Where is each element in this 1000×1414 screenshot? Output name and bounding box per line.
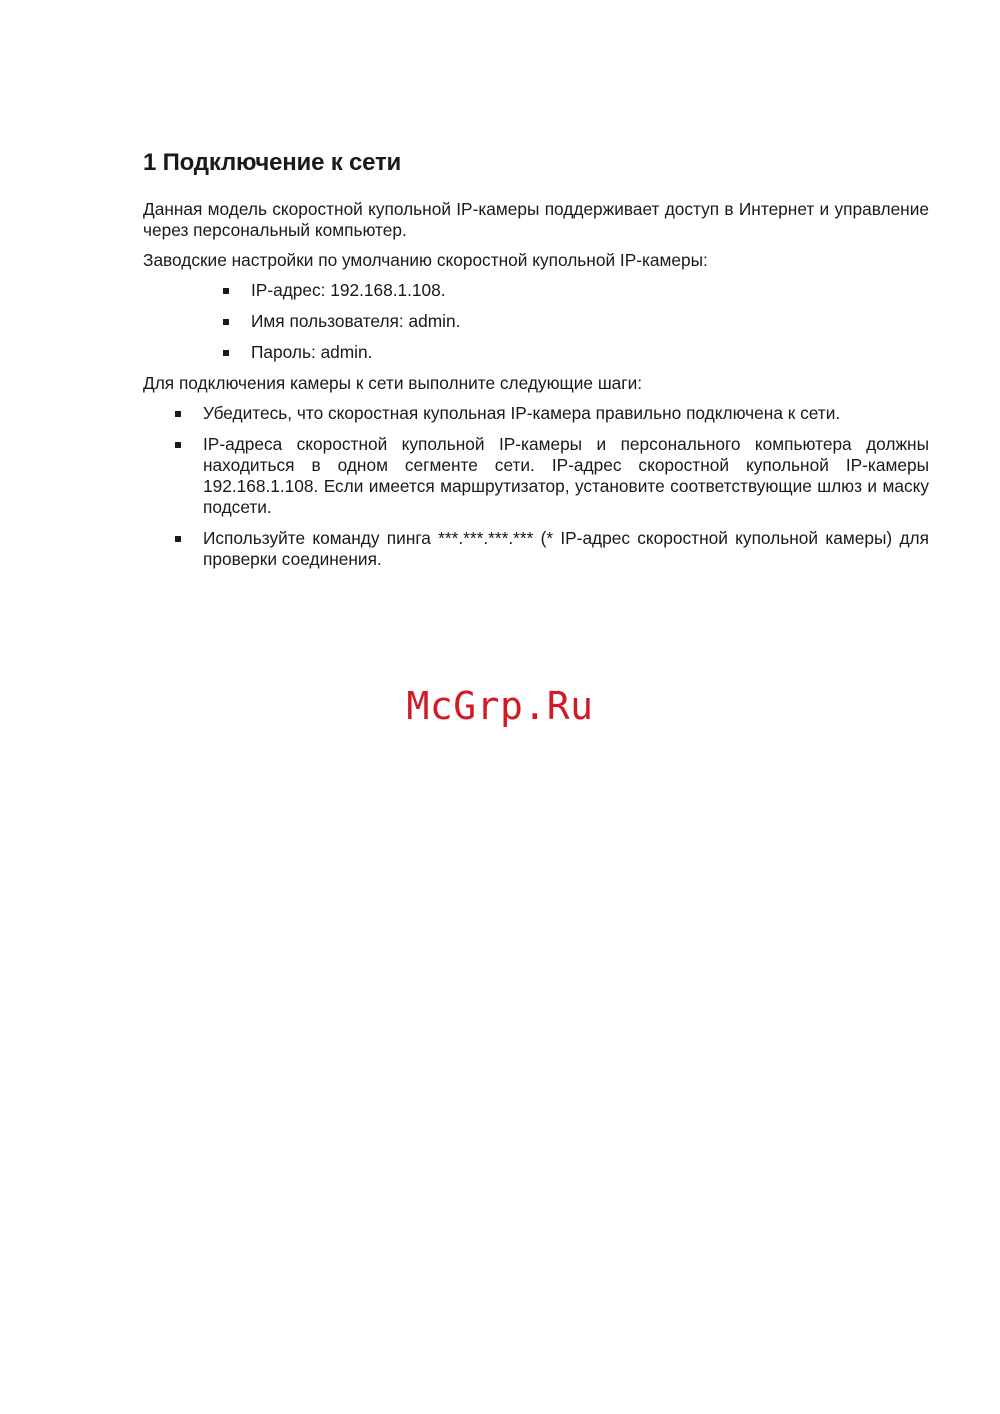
intro-paragraph: Данная модель скоростной купольной IP-камеры поддерживает доступ в Интернет и управление через персональный компьютер.	[143, 199, 929, 240]
bullet-square-icon	[223, 319, 229, 325]
section-heading: 1 Подключение к сети	[143, 149, 402, 176]
bullet-square-icon	[223, 288, 229, 294]
bullet-square-icon	[175, 411, 181, 417]
watermark-logo: McGrp.Ru	[406, 684, 594, 728]
bullet-square-icon	[175, 536, 181, 542]
list-item	[175, 403, 929, 424]
list-item	[175, 434, 929, 518]
defaults-title: Заводские настройки по умолчанию скоростной купольной IP-камеры:	[143, 250, 708, 270]
defaults-list	[223, 280, 929, 363]
list-item	[223, 311, 929, 332]
steps-list	[175, 403, 929, 570]
bullet-square-icon	[175, 442, 181, 448]
list-item	[223, 280, 929, 301]
list-item	[175, 528, 929, 570]
steps-title: Для подключения камеры к сети выполните следующие шаги:	[143, 373, 643, 393]
step-text: IP-адреса скоростной купольной IP-камеры и персонального компьютера должны находиться в одном сегменте сети. IP-адрес скоростной купольной IP-камеры 192.168.1.108. Если имеется маршрутизатор, установите соответствующие шлюз и маску подсети.	[203, 434, 929, 517]
step-text: Убедитесь, что скоростная купольная IP-камера правильно подключена к сети.	[203, 403, 841, 423]
document-page	[143, 146, 929, 580]
list-item	[223, 342, 929, 363]
bullet-square-icon	[223, 350, 229, 356]
default-username-text: Имя пользователя: admin.	[251, 311, 461, 331]
step-text: Используйте команду пинга ***.***.***.*** (* IP-адрес скоростной купольной камеры) для проверки соединения.	[203, 528, 929, 569]
default-password-text: Пароль: admin.	[251, 342, 373, 362]
default-ip-text: IP-адрес: 192.168.1.108.	[251, 280, 446, 300]
